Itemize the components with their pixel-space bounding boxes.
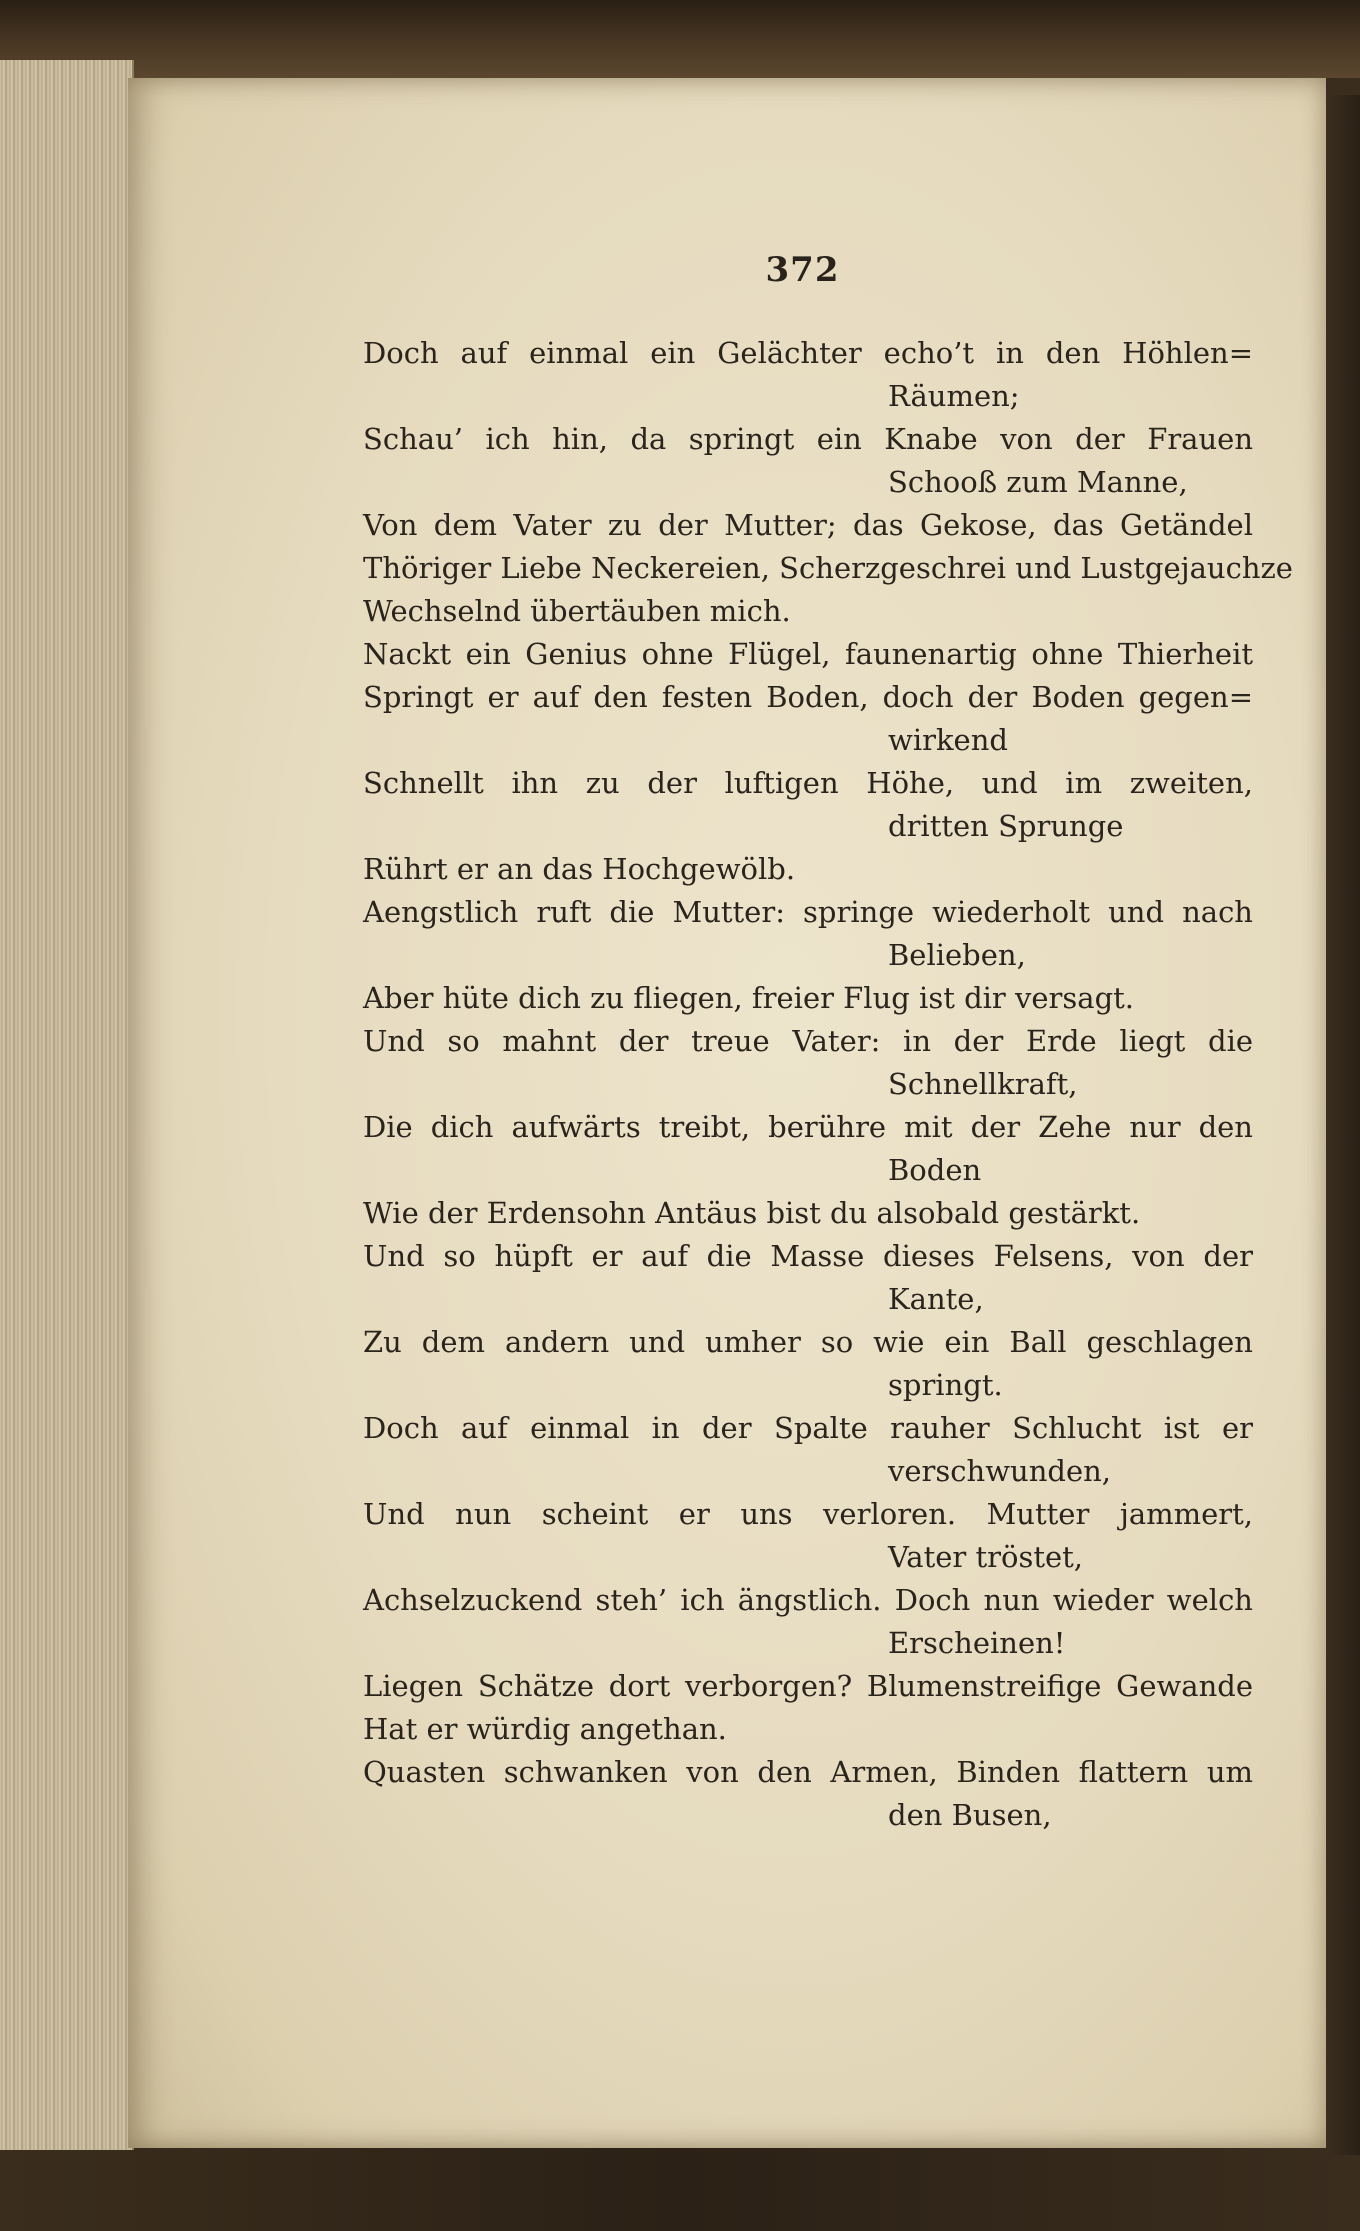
- verse-line: Und nun scheint er uns verloren. Mutter jammert,: [363, 1497, 1253, 1531]
- verse-line: Die dich aufwärts treibt, berühre mit der Zehe nur den: [363, 1110, 1253, 1144]
- verse-line: Schnellt ihn zu der luftigen Höhe, und im zweiten,: [363, 766, 1253, 800]
- verse-line: Doch auf einmal in der Spalte rauher Schlucht ist er: [363, 1411, 1253, 1445]
- verse-line: Zu dem andern und umher so wie ein Ball geschlagen: [363, 1325, 1253, 1359]
- verse-line: Achselzuckend steh’ ich ängstlich. Doch nun wieder welch: [363, 1583, 1253, 1617]
- verse-line: Springt er auf den festen Boden, doch der Boden gegen=: [363, 680, 1253, 714]
- verse-line: Rührt er an das Hochgewölb.: [363, 852, 796, 886]
- verse-continuation: Schnellkraft,: [888, 1067, 1078, 1101]
- verse-continuation: Vater tröstet,: [888, 1540, 1084, 1574]
- page-edges: [0, 60, 134, 2150]
- verse-continuation: Boden: [888, 1153, 982, 1187]
- verse-line: Quasten schwanken von den Armen, Binden flattern um: [363, 1755, 1253, 1789]
- page-number: 372: [765, 250, 840, 290]
- verse-line: Von dem Vater zu der Mutter; das Gekose, das Getändel: [363, 508, 1253, 542]
- verse-continuation: Belieben,: [888, 938, 1026, 972]
- verse-continuation: Schooß zum Manne,: [888, 465, 1188, 499]
- verse-continuation: verschwunden,: [888, 1454, 1112, 1488]
- verse-line: Aengstlich ruft die Mutter: springe wiederholt und nach: [363, 895, 1253, 929]
- verse-continuation: Räumen;: [888, 379, 1020, 413]
- book-cover-top: [0, 0, 1360, 78]
- verse-continuation: Kante,: [888, 1282, 984, 1316]
- verse-line: Nackt ein Genius ohne Flügel, faunenartig ohne Thierheit: [363, 637, 1253, 671]
- verse-continuation: springt.: [888, 1368, 1003, 1402]
- verse-line: Hat er würdig angethan.: [363, 1712, 727, 1746]
- verse-continuation: wirkend: [888, 723, 1008, 757]
- verse-line: Wechselnd übertäuben mich.: [363, 594, 791, 628]
- verse-line: Liegen Schätze dort verborgen? Blumenstreifige Gewande: [363, 1669, 1253, 1703]
- verse-line: Und so hüpft er auf die Masse dieses Felsens, von der: [363, 1239, 1253, 1273]
- verse-continuation: dritten Sprunge: [888, 809, 1124, 843]
- verse-line: Und so mahnt der treue Vater: in der Erde liegt die: [363, 1024, 1253, 1058]
- verse-line: Schau’ ich hin, da springt ein Knabe von der Frauen: [363, 422, 1253, 456]
- verse-line: Wie der Erdensohn Antäus bist du alsobald gestärkt.: [363, 1196, 1141, 1230]
- verse-line: Aber hüte dich zu fliegen, freier Flug ist dir versagt.: [363, 981, 1135, 1015]
- verse-line: Thöriger Liebe Neckereien, Scherzgeschrei und Lustgejauchze: [363, 551, 1293, 585]
- book-cover-edge: [1326, 95, 1360, 2155]
- verse-continuation: den Busen,: [888, 1798, 1052, 1832]
- verse-line: Doch auf einmal ein Gelächter echo’t in den Höhlen=: [363, 336, 1253, 370]
- verse-continuation: Erscheinen!: [888, 1626, 1066, 1660]
